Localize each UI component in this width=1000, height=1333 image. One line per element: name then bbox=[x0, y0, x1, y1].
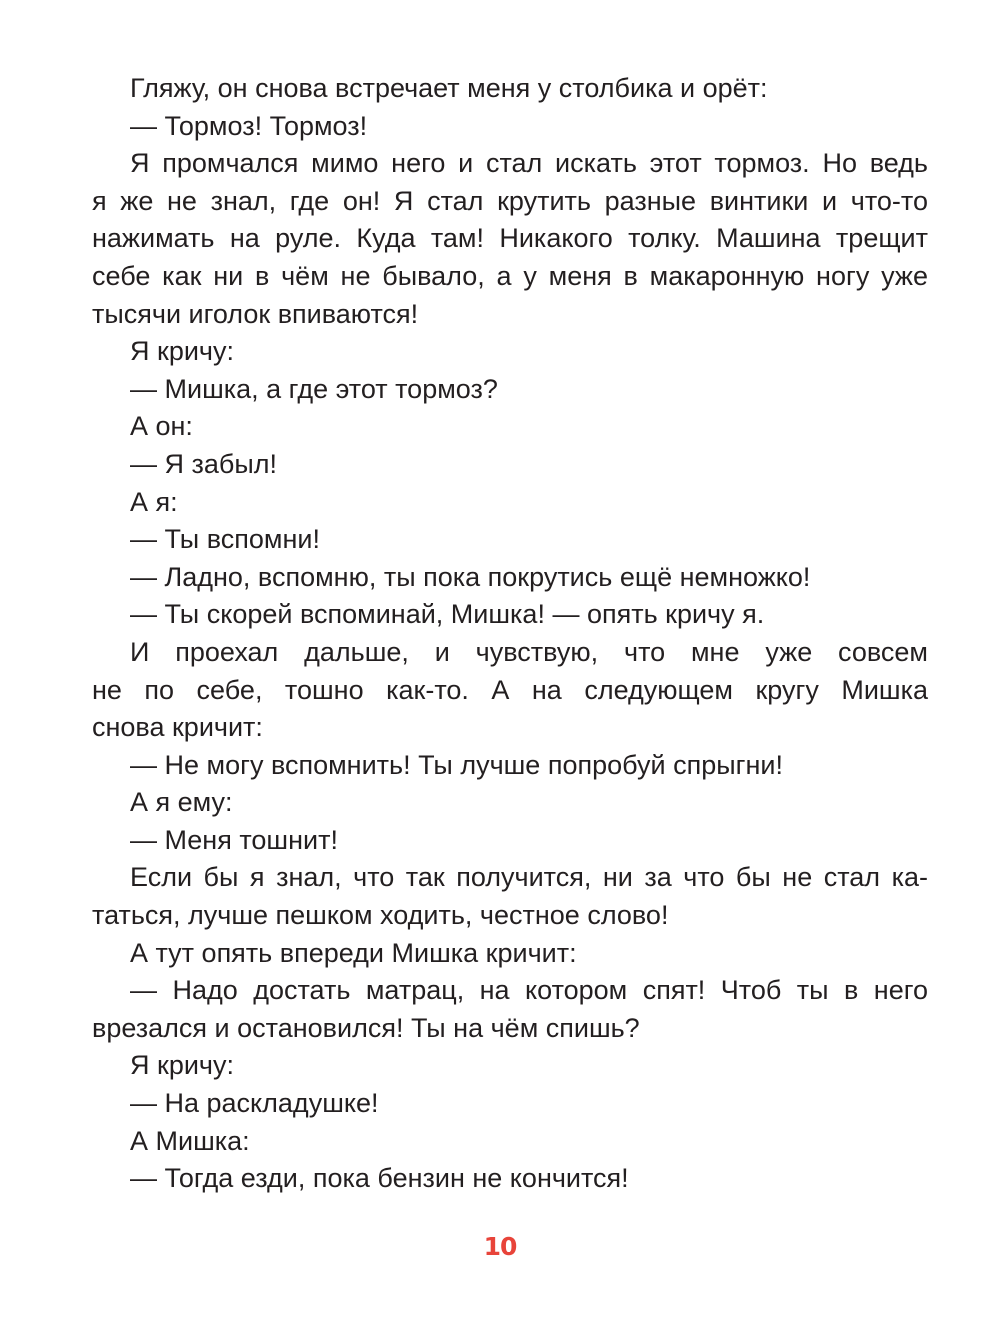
text-line: Гляжу, он снова встречает меня у столбика и орёт: bbox=[130, 73, 768, 103]
text-line: А я: bbox=[130, 486, 178, 517]
text-line: себе как ни в чём не бывало, а у меня в макаронную ногу уже bbox=[92, 260, 928, 291]
text-line: А он: bbox=[130, 411, 193, 442]
text-line: А я ему: bbox=[130, 787, 233, 818]
text-line: Я промчался мимо него и стал искать этот тормоз. Но ведь bbox=[130, 148, 928, 179]
text-line: Я кричу: bbox=[130, 336, 234, 367]
text-line: врезался и остановился! Ты на чём спишь? bbox=[92, 1012, 640, 1043]
text-line: — Тогда езди, пока бензин не кончится! bbox=[130, 1163, 629, 1194]
text-line: — Ты вспомни! bbox=[130, 524, 320, 555]
text-line: не по себе, тошно как-то. А на следующем кругу Мишка bbox=[92, 674, 928, 705]
text-line: — На раскладушке! bbox=[130, 1088, 379, 1119]
text-line: А Мишка: bbox=[130, 1125, 250, 1156]
body-text bbox=[92, 70, 928, 1198]
text-line: — Тормоз! Тормоз! bbox=[130, 110, 368, 141]
text-line: — Ты скорей вспоминай, Мишка! — опять кричу я. bbox=[130, 599, 765, 630]
text-line: Если бы я знал, что так получится, ни за что бы не стал ка- bbox=[130, 862, 928, 893]
text-line: — Не могу вспомнить! Ты лучше попробуй спрыгни! bbox=[130, 749, 783, 780]
text-line: — Я забыл! bbox=[130, 448, 278, 479]
text-line: И проехал дальше, и чувствую, что мне уже совсем bbox=[130, 636, 928, 667]
text-line: — Мишка, а где этот тормоз? bbox=[130, 373, 498, 404]
text-line: — Надо достать матрац, на котором спят! Чтоб ты в него bbox=[130, 975, 928, 1006]
page-number: 10 bbox=[483, 1232, 517, 1261]
text-line: таться, лучше пешком ходить, честное слово! bbox=[92, 900, 669, 931]
text-line: А тут опять впереди Мишка кричит: bbox=[130, 937, 577, 968]
text-line: — Ладно, вспомню, ты пока покрутись ещё немножко! bbox=[130, 561, 811, 592]
text-line: снова кричит: bbox=[92, 712, 263, 743]
text-line: — Меня тошнит! bbox=[130, 824, 338, 855]
text-line: тысячи иголок впиваются! bbox=[92, 298, 419, 329]
text-line: я же не знал, где он! Я стал крутить разные винтики и что-то bbox=[92, 185, 928, 216]
text-line: нажимать на руле. Куда там! Никакого толку. Машина трещит bbox=[92, 223, 928, 254]
text-line: Я кричу: bbox=[130, 1050, 234, 1081]
